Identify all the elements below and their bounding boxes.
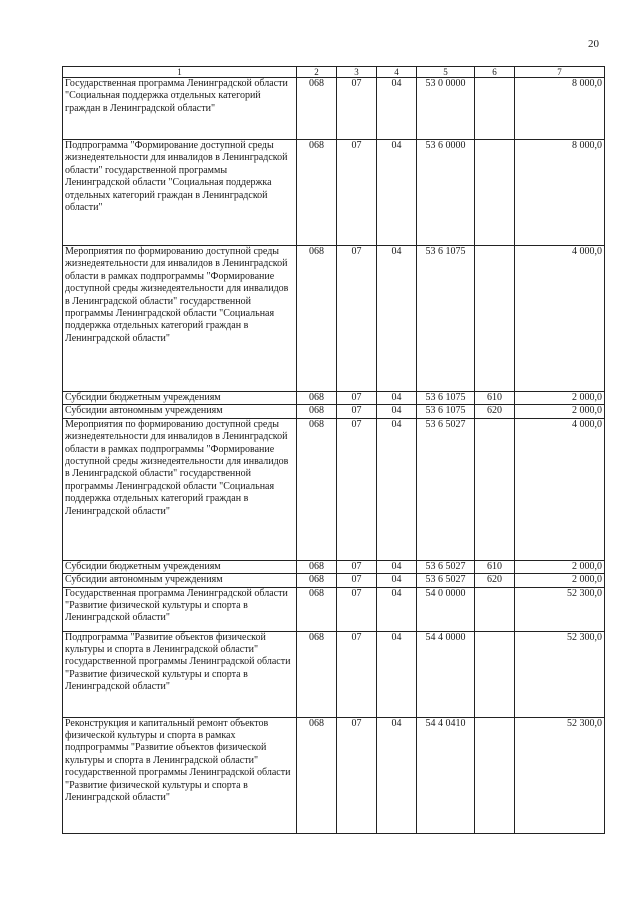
row-name: Субсидии автономным учреждениям [63, 574, 297, 587]
subsection-code: 04 [377, 78, 417, 140]
subsection-code: 04 [377, 246, 417, 392]
amount: 4 000,0 [515, 246, 605, 392]
expense-type-code: 620 [475, 405, 515, 418]
amount: 2 000,0 [515, 405, 605, 418]
header-cell: 6 [475, 67, 515, 78]
page-number: 20 [588, 38, 599, 50]
section-code: 07 [337, 392, 377, 405]
row-name: Подпрограмма "Формирование доступной среды жизнедеятельности для инвалидов в Ленинградской области" государственной программы Ленинградской области "Социальная поддержка отдельных категорий граждан в Ленинградской области" [63, 140, 297, 246]
target-article-code: 53 6 1075 [417, 246, 475, 392]
amount: 52 300,0 [515, 717, 605, 833]
amount: 52 300,0 [515, 587, 605, 631]
row-name: Субсидии бюджетным учреждениям [63, 392, 297, 405]
target-article-code: 54 4 0410 [417, 717, 475, 833]
row-name: Субсидии бюджетным учреждениям [63, 560, 297, 573]
amount: 2 000,0 [515, 560, 605, 573]
header-cell: 4 [377, 67, 417, 78]
row-name: Подпрограмма "Развитие объектов физической культуры и спорта в Ленинградской области" государственной программы Ленинградской области "Развитие физической культуры и спорта в Ленинградской области" [63, 631, 297, 717]
table-row [63, 392, 605, 405]
row-name: Субсидии автономным учреждениям [63, 405, 297, 418]
section-code: 07 [337, 405, 377, 418]
section-code: 07 [337, 246, 377, 392]
table-header-row [63, 67, 605, 78]
amount: 8 000,0 [515, 140, 605, 246]
table-row [63, 717, 605, 833]
row-name: Мероприятия по формированию доступной среды жизнедеятельности для инвалидов в Ленинградской области в рамках подпрограммы "Формирование доступной среды жизнедеятельности для инвалидов в Ленинградской области" государственной программы Ленинградской области "Социальная поддержка отдельных категорий граждан в Ленинградской области" [63, 418, 297, 560]
row-name: Реконструкция и капитальный ремонт объектов физической культуры и спорта в рамках подпрограммы "Развитие объектов физической культуры и спорта в Ленинградской области" государственной программы Ленинградской области "Развитие физической культуры и спорта в Ленинградской области" [63, 717, 297, 833]
subsection-code: 04 [377, 717, 417, 833]
header-cell: 2 [297, 67, 337, 78]
ministry-code: 068 [297, 78, 337, 140]
ministry-code: 068 [297, 392, 337, 405]
subsection-code: 04 [377, 574, 417, 587]
table-row [63, 140, 605, 246]
table-row [63, 78, 605, 140]
expense-type-code [475, 418, 515, 560]
section-code: 07 [337, 587, 377, 631]
section-code: 07 [337, 631, 377, 717]
table-row [63, 574, 605, 587]
expense-type-code [475, 717, 515, 833]
section-code: 07 [337, 140, 377, 246]
ministry-code: 068 [297, 587, 337, 631]
table-row [63, 560, 605, 573]
target-article-code: 53 0 0000 [417, 78, 475, 140]
section-code: 07 [337, 574, 377, 587]
subsection-code: 04 [377, 587, 417, 631]
expense-type-code: 610 [475, 560, 515, 573]
target-article-code: 53 6 1075 [417, 405, 475, 418]
subsection-code: 04 [377, 405, 417, 418]
section-code: 07 [337, 717, 377, 833]
table-row [63, 587, 605, 631]
header-cell: 1 [63, 67, 297, 78]
expense-type-code [475, 587, 515, 631]
ministry-code: 068 [297, 560, 337, 573]
table-row [63, 405, 605, 418]
header-cell: 5 [417, 67, 475, 78]
target-article-code: 53 6 5027 [417, 574, 475, 587]
ministry-code: 068 [297, 717, 337, 833]
expense-type-code [475, 246, 515, 392]
row-name: Государственная программа Ленинградской области "Развитие физической культуры и спорта в Ленинградской области" [63, 587, 297, 631]
subsection-code: 04 [377, 560, 417, 573]
section-code: 07 [337, 78, 377, 140]
section-code: 07 [337, 418, 377, 560]
row-name: Мероприятия по формированию доступной среды жизнедеятельности для инвалидов в Ленинградской области в рамках подпрограммы "Формирование доступной среды жизнедеятельности для инвалидов в Ленинградской области" государственной программы Ленинградской области "Социальная поддержка отдельных категорий граждан в Ленинградской области" [63, 246, 297, 392]
ministry-code: 068 [297, 405, 337, 418]
budget-table [62, 66, 605, 834]
expense-type-code [475, 78, 515, 140]
amount: 8 000,0 [515, 78, 605, 140]
target-article-code: 54 0 0000 [417, 587, 475, 631]
amount: 4 000,0 [515, 418, 605, 560]
expense-type-code [475, 631, 515, 717]
target-article-code: 54 4 0000 [417, 631, 475, 717]
row-name: Государственная программа Ленинградской области "Социальная поддержка отдельных категорий граждан в Ленинградской области" [63, 78, 297, 140]
amount: 2 000,0 [515, 392, 605, 405]
subsection-code: 04 [377, 392, 417, 405]
ministry-code: 068 [297, 140, 337, 246]
target-article-code: 53 6 0000 [417, 140, 475, 246]
target-article-code: 53 6 5027 [417, 418, 475, 560]
target-article-code: 53 6 5027 [417, 560, 475, 573]
table-row [63, 418, 605, 560]
subsection-code: 04 [377, 418, 417, 560]
ministry-code: 068 [297, 418, 337, 560]
expense-type-code [475, 140, 515, 246]
section-code: 07 [337, 560, 377, 573]
header-cell: 3 [337, 67, 377, 78]
ministry-code: 068 [297, 246, 337, 392]
table-row [63, 631, 605, 717]
table-row [63, 246, 605, 392]
expense-type-code: 620 [475, 574, 515, 587]
expense-type-code: 610 [475, 392, 515, 405]
amount: 2 000,0 [515, 574, 605, 587]
ministry-code: 068 [297, 631, 337, 717]
target-article-code: 53 6 1075 [417, 392, 475, 405]
amount: 52 300,0 [515, 631, 605, 717]
ministry-code: 068 [297, 574, 337, 587]
subsection-code: 04 [377, 140, 417, 246]
header-cell: 7 [515, 67, 605, 78]
subsection-code: 04 [377, 631, 417, 717]
